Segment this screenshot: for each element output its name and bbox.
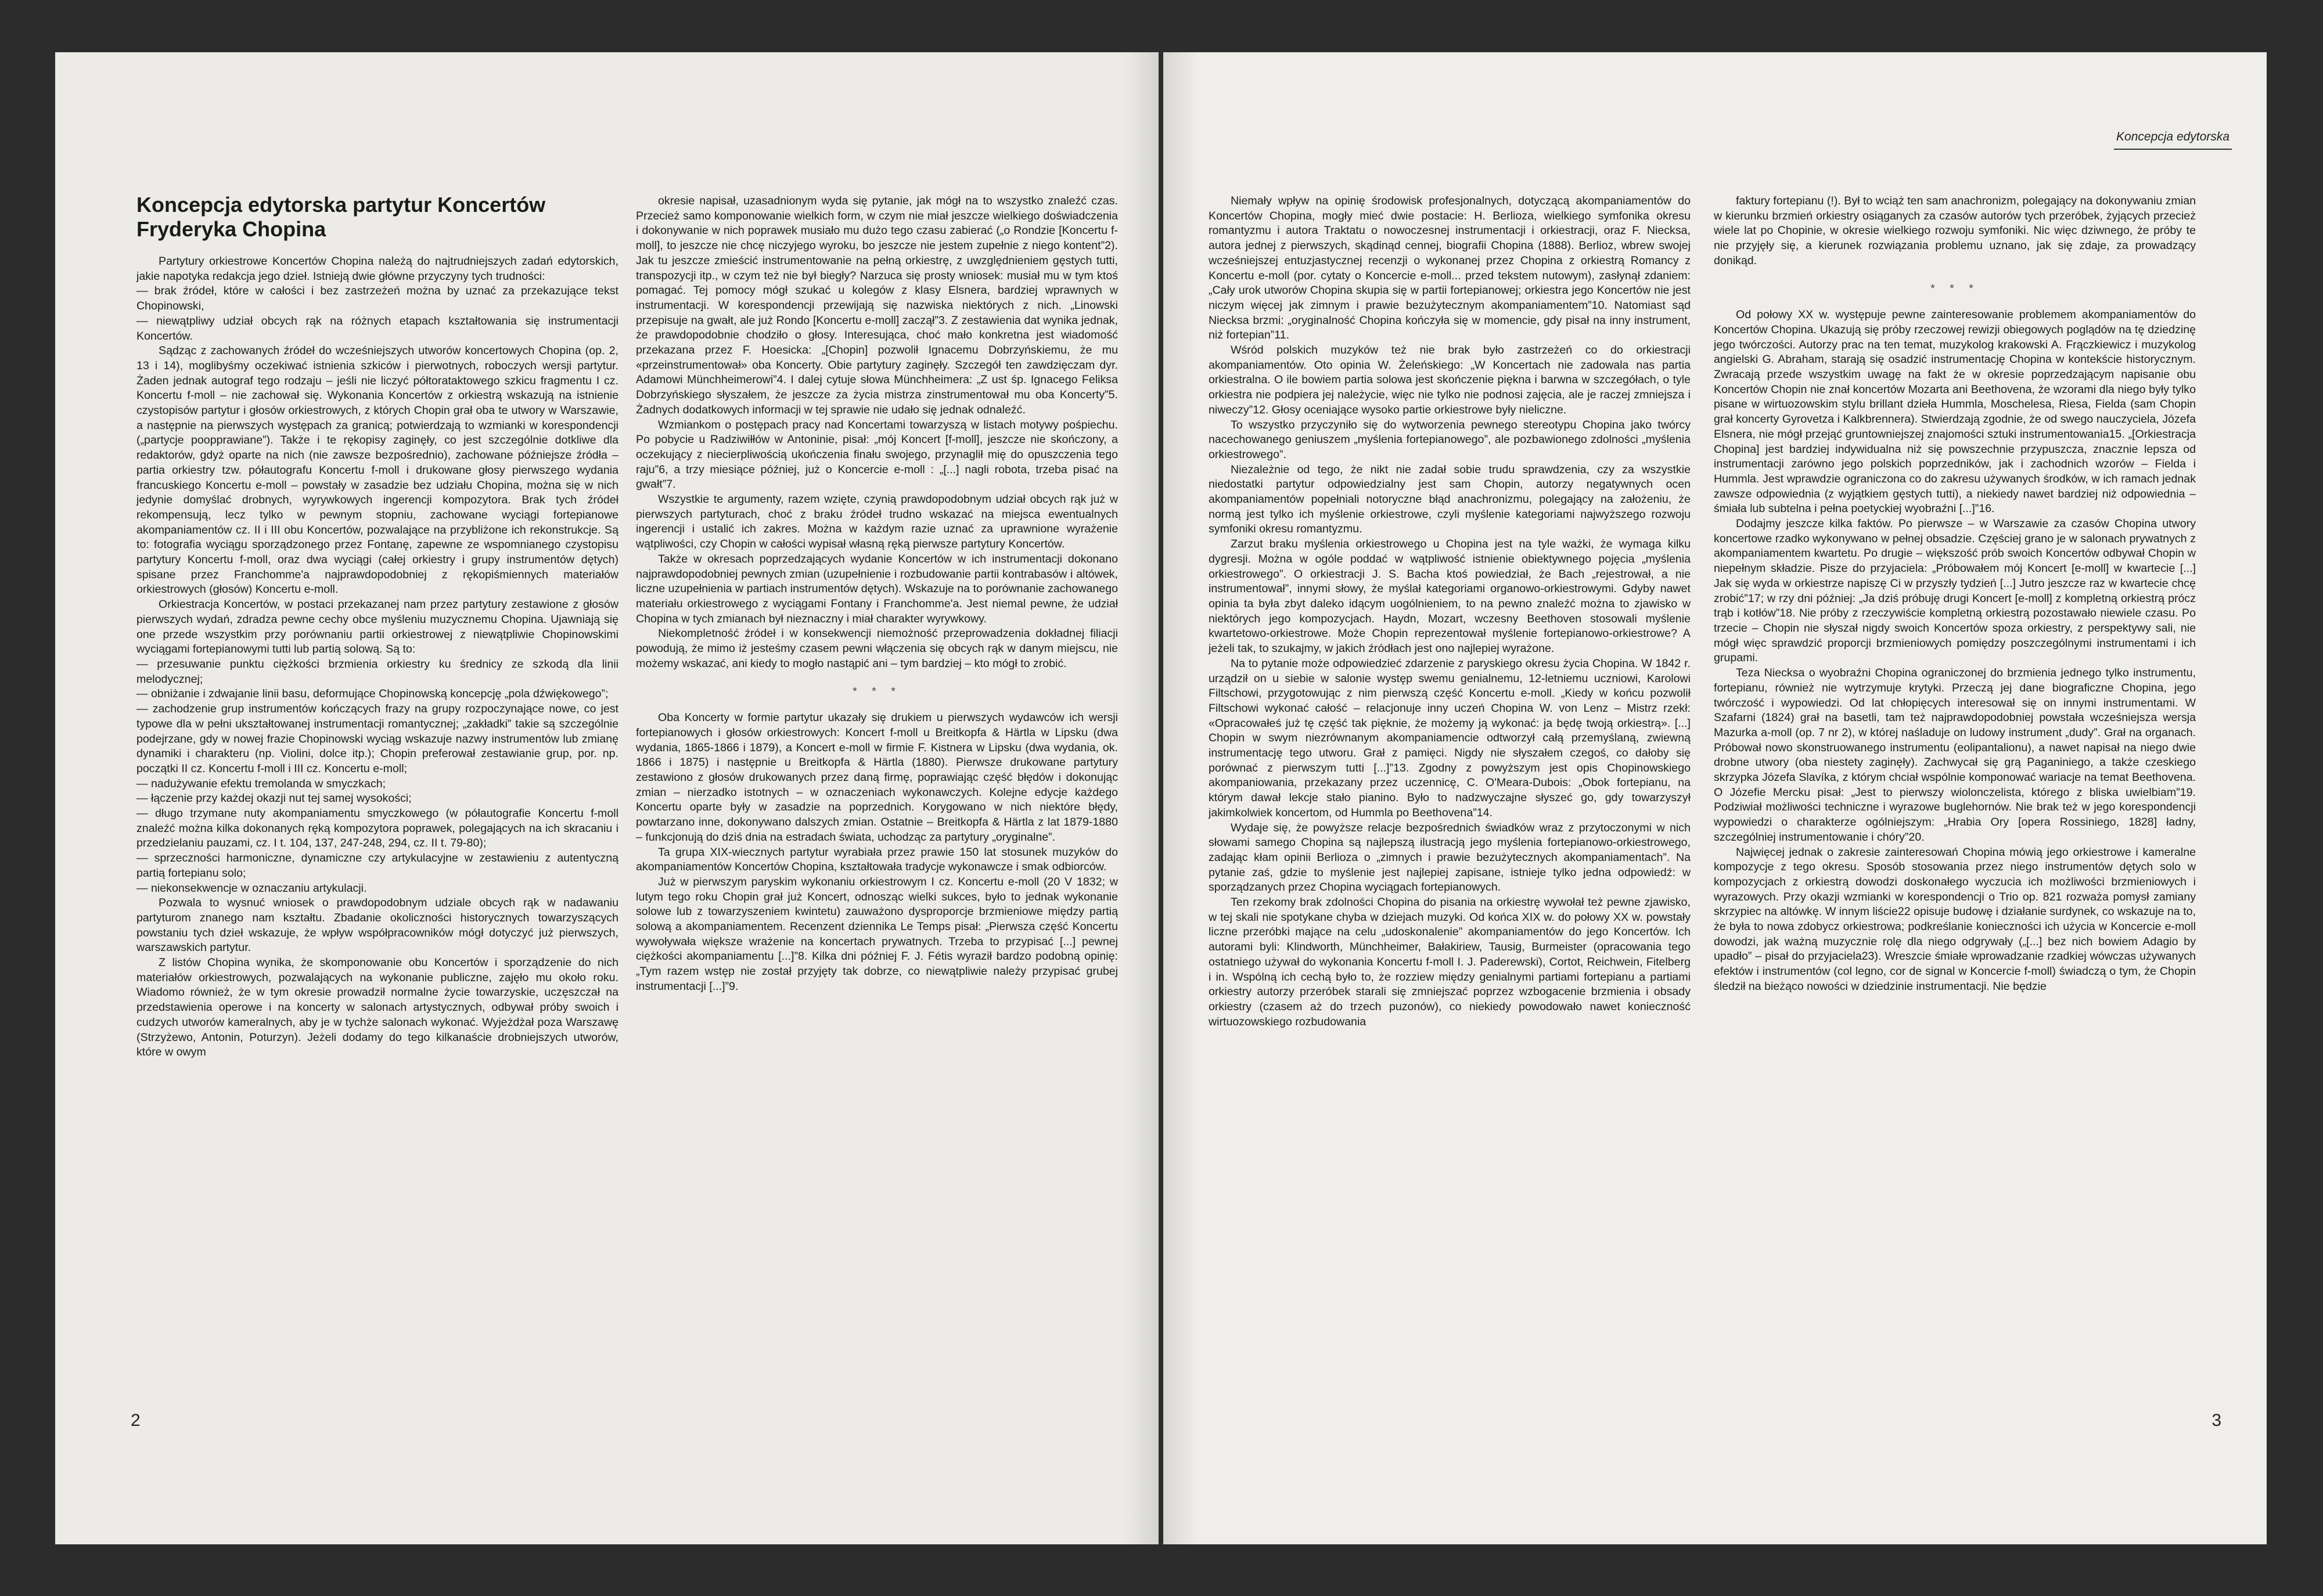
paragraph: okresie napisał, uzasadnionym wyda się pytanie, jak mógł na to wszystko znaleźć czas. Przecież samo komponowanie wielkich form, w czym nie miał jeszcze wielkiego doświadczenia i dokonywanie w nich poprawek musiało mu dużo tego czasu zabierać („o Rondzie [Koncertu f-moll], to jeszcze nie chcę niczyjego wyroku, bo jeszcze nie jestem zupełnie z niego kontent”2). Jak tu jeszcze zmieścić instrumentowanie na pełną orkiestrę, z uwzględnieniem gęstych tutti, transpozycji itp., w czym też nie był biegły? Narzuca się prosty wniosek: musiał mu w tym ktoś pomagać. Tej pomocy mógł szukać u kolegów z klasy Elsnera, bardziej wprawnych w instrumentacji. W korespondencji przewijają się nazwiska niektórych z nich. „Linowski przepisuje na gwałt, ale już Rondo [Koncertu e-moll] zaczął”3. Z zestawienia dat wynika jednak, że prawdopodobnie chodziło o głosy. Interesująca, choć mało konkretna jest wiadomość przekazana przez F. Hoesicka: „[Chopin] pozwolił Ignacemu Dobrzyńskiemu, że mu «przeinstrumentował» oba Koncerty. Obie partytury zaginęły. Szczegół ten zawdzięczam dyr. Adamowi Münchheimerowi”4. I dalej cytuje słowa Münchheimera: „Z ust śp. Ignacego Feliksa Dobrzyńskiego słyszałem, że jeszcze za życia mistrza zinstrumentował mu oba Koncerty”5. Żadnych dodatkowych informacji w tej sprawie nie udało się jednak odnaleźć. [636,194,1118,416]
paragraph: Sądząc z zachowanych źródeł do wcześniejszych utworów koncertowych Chopina (op. 2, 13 i 14), moglibyśmy oczekiwać istnienia szkiców i pierwotnych, roboczych wersji partytur. Żaden jednak autograf tego rodzaju – jeśli nie liczyć półtorataktowego szkicu fragmentu I cz. Koncertu f-moll – nie zachował się. Wykonania Koncertów z orkiestrą wskazują na istnienie czystopisów partytur i głosów orkiestrowych, z których Chopin grał oba te utwory w Warszawie, a następnie na pierwszych występach za granicą; potwierdzają to wzmianki w korespondencji („partycje poopprawiane”). Także i te rękopisy zaginęły, co jest szczególnie dotkliwe dla redaktorów, gdyż oparte na nich (nie zawsze bezpośrednio), zachowane późniejsze źródła – partia orkiestry tzw. półautografu Koncertu f-moll i drukowane głosy pierwszego wydania francuskiego Koncertu e-moll – powstały w zasadzie bez udziału Chopina, można się w nich jedynie domyślać drobnych, wyrywkowych ingerencji kompozytora. Brak tych źródeł rekompensują, lecz tylko w pewnym stopniu, zachowane wyciągi fortepianowe akompaniamentów cz. II i III obu Koncertów, pozwalające na przybliżone ich rekonstrukcje. Są to: fotografia wyciągu sporządzonego przez Fontanę, zapewne ze wspomnianego czystopisu partytury Koncertu f-moll, oraz dwa wyciągi (całej orkiestry i grupy instrumentów dętych) spisane przez Franchomme'a najprawdopodobniej z rękopiśmiennych materiałów orkiestrowych (głosów) Koncertu e-moll. [136,344,618,596]
paragraph: Niekompletność źródeł i w konsekwencji niemożność przeprowadzenia dokładnej filiacji powodują, że mimo iż jesteśmy czasem pewni włączenia się obcych rąk w danym miejscu, nie możemy wskazać, ani kiedy to mogło nastąpić ani – tym bardziej – kto mógł to zrobić. [636,627,1118,670]
paragraph: — brak źródeł, które w całości i bez zastrzeżeń można by uznać za przekazujące tekst Chopinowski, [136,284,618,313]
paragraph: Z listów Chopina wynika, że skomponowanie obu Koncertów i sporządzenie do nich materiałów orkiestrowych, pozwalających na wykonanie publiczne, zajęło mu około roku. Wiadomo również, że w tym okresie prowadził normalne życie towarzyskie, uczęszczał na przedstawienia operowe i na koncerty w salonach artystycznych, odbywał próby swoich i cudzych utworów kameralnych, aby je w tychże salonach wykonać. Wyjeżdżał poza Warszawę (Strzyżewo, Antonin, Poturzyn). Jeżeli dodamy do tego kilkanaście drobniejszych utworów, które w owym [136,956,618,1059]
paragraph: — długo trzymane nuty akompaniamentu smyczkowego (w półautografie Koncertu f-moll znaleźć można kilka dokonanych ręką kompozytora poprawek, polegających na ich skracaniu i przedzielaniu pauzami, cz. I t. 104, 137, 247-248, 294, cz. II t. 79-80); [136,807,618,850]
paragraph: Dodajmy jeszcze kilka faktów. Po pierwsze – w Warszawie za czasów Chopina utwory koncertowe rzadko wykonywano w pełnej obsadzie. Częściej grano je w salonach prywatnych z akompaniamentem kwartetu. Po drugie – większość prób swoich Koncertów odbywał Chopin w niepełnym składzie. Pisze do przyjaciela: „Próbowałem mój Koncert [e-moll] w kwartecie [...] Jak się wyda w orkiestrze napiszę Ci w przyszły tydzień [...] Jutro jeszcze raz w kwartecie chcę zrobić”17; w rzy dni później: „Ja dziś próbuję drugi Koncert [e-moll] z kompletną orkiestrą prócz trąb i kotłów”18. Nie próby z rzeczywiście kompletną orkiestrą pozostawało niewiele czasu. Po trzecie – Chopin nie słyszał nigdy swoich Koncertów spoza orkiestry, z perspektywy sali, nie mógł więc sprawdzić proporcji brzmieniowych pomiędzy poszczególnymi instrumentami i ich grupami. [1714,517,2196,665]
right-page [1163,52,2267,1544]
left-page [55,52,1159,1544]
paragraph: — przesuwanie punktu ciężkości brzmienia orkiestry ku średnicy ze szkodą dla linii melodycznej; [136,657,618,686]
paragraph: — niekonsekwencje w oznaczaniu artykulacji. [136,881,367,895]
paragraph: Wydaje się, że powyższe relacje bezpośrednich świadków wraz z przytoczonymi w nich słowami samego Chopina są najlepszą ilustracją jego myślenia fortepianowo-orkiestrowego, zadając kłam opinii Berlioza o „zimnych i prawie bezużytecznych akompaniamentach”. Na pytanie zaś, gdzie to myślenie jest najlepiej zapisane, istnieje tylko jedna odpowiedź: w sporządzanych przez Chopina wyciągach fortepianowych. [1209,821,1691,894]
paragraph: Ta grupa XIX-wiecznych partytur wyrabiała przez prawie 150 lat stosunek muzyków do akompaniamentów Koncertów Chopina, kształtowała tradycje wykonawcze i smak odbiorców. [636,845,1118,874]
paragraph: Niezależnie od tego, że nikt nie zadał sobie trudu sprawdzenia, czy za wszystkie niedostatki partytur odpowiedzialny jest sam Chopin, autorzy negatywnych ocen akompaniamentów popełniali notoryczne błąd anachronizmu, polegający na założeniu, że normą jest tylko ich myślenie orkiestrowe, czyli myślenie kategoriami najwyższego rozwoju symfoniki okresu romantyzmu. [1209,463,1691,536]
section-separator: * * * [853,684,901,698]
paragraph: — obniżanie i zdwajanie linii basu, deformujące Chopinowską koncepcję „pola dźwiękowego”; [136,687,609,701]
paragraph: To wszystko przyczyniło się do wytworzenia pewnego stereotypu Chopina jako twórcy nacechowanego geniuszem „myślenia fortepianowego”, ale pozbawionego zdolności „myślenia orkiestrowego”. [1209,418,1691,461]
left-page-column-2 [636,194,1118,995]
paragraph: Pozwala to wysnuć wniosek o prawdopodobnym udziale obcych rąk w nadawaniu partyturom znanego nam kształtu. Zbadanie okoliczności historycznych towarzyszących powstaniu tych dzieł wskazuje, że wpływ współpracowników mógł dotyczyć już pierwszych, warszawskich partytur. [136,896,618,954]
paragraph: Już w pierwszym paryskim wykonaniu orkiestrowym I cz. Koncertu e-moll (20 V 1832; w lutym tego roku Chopin grał już Koncert, odnosząc wielki sukces, było to jednak wykonanie solowe lub z towarzyszeniem kwintetu) zauważono dysproporcje brzmieniowe między partią solową a akompaniamentem. Recenzent dziennika Le Temps pisał: „Pierwsza część Koncertu wywoływała większe wrażenie na koncertach prywatnych. Trzeba to przypisać [...] pewnej ciężkości akompaniamentu [...]”8. Kilka dni później F. J. Fétis wyraził bardzo podobną opinię: „Tym razem wstęp nie został przyjęty tak dobrze, co niewątpliwie należy przypisać grubej instrumentacji [...]”9. [636,875,1118,993]
paragraph: Także w okresach poprzedzających wydanie Koncertów w ich instrumentacji dokonano najprawdopodobniej pewnych zmian (uzupełnienie i rozbudowanie partii kontrabasów i altówek, liczne uzupełnienia w partiach instrumentów dętych). Wskazuje na to porównanie zachowanego materiału orkiestrowego z wyciągami Fontany i Franchomme'a. Jest niemal pewne, że udział Chopina w tych zmianach był nieznaczny i miał charakter wyrywkowy. [636,552,1118,625]
left-page-column-1 [136,254,618,1060]
paragraph: — zachodzenie grup instrumentów kończących frazy na grupy rozpoczynające nowe, co jest typowe dla w pełni ukształtowanej instrumentacji romantycznej; „zakładki” takie są szczególnie podejrzane, gdy w nowej frazie Chopinowski wyciąg wskazuje nazwy instrumentów lub zmianę dynamiki i charakteru (np. Violini, dolce itp.); Chopin preferował zestawianie grup, por. np. początki II cz. Koncertu f-moll i III cz. Koncertu e-moll; [136,702,618,775]
paragraph: Niemały wpływ na opinię środowisk profesjonalnych, dotyczącą akompaniamentów do Koncertów Chopina, mogły mieć dwie postacie: H. Berlioza, wielkiego symfonika okresu romantyzmu i autora Traktatu o nowoczesnej instrumentacji i orkiestracji, oraz F. Niecksa, autora jednej z pierwszych, skądinąd cennej, biografii Chopina (1888). Berlioz, wbrew swojej wcześniejszej entuzjastycznej recenzji o wykonanej przez Chopina z orkiestrą Romancy z Koncertu e-moll (por. cytaty o Koncercie e-moll... przed tekstem nutowym), zasłynął zdaniem: „Cały urok utworów Chopina skupia się w partii fortepianowej; orkiestra jego Koncertów nie jest niczym więcej jak zimnym i prawie bezużytecznym akompaniamentem”10. Natomiast sąd Niecksa brzmi: „oryginalność Chopina kończyła się w momencie, gdy pisał na inny instrument, niż fortepian”11. [1209,194,1691,342]
paragraph: — sprzeczności harmoniczne, dynamiczne czy artykulacyjne w zestawieniu z autentyczną partią fortepianu solo; [136,852,618,880]
paragraph: Orkiestracja Koncertów, w postaci przekazanej nam przez partytury zestawione z głosów pierwszych wydań, zdradza pewne cechy obce myśleniu muzycznemu Chopina. Ujawniają się one przede wszystkim przy porównaniu partii orkiestrowej z niewątpliwie Chopinowskimi wyciągami fortepianowymi tutti lub partią solową. Są to: [136,598,618,656]
paragraph: — niewątpliwy udział obcych rąk na różnych etapach kształtowania się instrumentacji Koncertów. [136,314,618,343]
paragraph: Zarzut braku myślenia orkiestrowego u Chopina jest na tyle ważki, że wymaga kilku dygresji. Można w ogóle poddać w wątpliwość istnienie obiektywnego pojęcia „myślenia orkiestrowego”. O orkiestracji J. S. Bacha ktoś powiedział, że Bach „rejestrował, a nie instrumentował”, innymi słowy, że myślał kategoriami organowo-orkiestrowymi. Gdyby nawet opinia ta była zbyt daleko idącym uogólnieniem, to na pewno znaleźć można to zjawisko w niektórych jego kompozycjach. Haydn, Mozart, wczesny Beethoven stosowali myślenie kwartetowo-orkiestrowe. Może Chopin reprezentował myślenie fortepianowo-orkiestrowe? A jeżeli tak, to szukajmy, w jakich źródłach jest ono najlepiej wyrażone. [1209,538,1691,655]
paragraph: Partytury orkiestrowe Koncertów Chopina należą do najtrudniejszych zadań edytorskich, jakie napotyka redakcja jego dzieł. Istnieją dwie główne przyczyny tych trudności: [136,255,618,283]
gutter-shadow [1163,52,1198,1544]
right-page-column-1 [1209,194,1691,1029]
gutter-shadow [1124,52,1159,1544]
right-page-column-2 [1714,194,2196,995]
page-number-left: 2 [131,1411,141,1430]
paragraph: Wzmiankom o postępach pracy nad Koncertami towarzyszą w listach motywy pośpiechu. Po pobycie u Radziwiłłów w Antoninie, pisał: „mój Koncert [f-moll], jeszcze nie skończony, a oczekujący z niecierpliwością ukończenia finału swojego, przynaglił mię do opuszczenia tego raju”6, a trzy miesiące później, już o Koncercie e-moll : „[...] nagli robota, trzeba pisać na gwałt”7. [636,418,1118,491]
paragraph: Najwięcej jednak o zakresie zainteresowań Chopina mówią jego orkiestrowe i kameralne kompozycje z tego okresu. Sposób stosowania przez niego instrumentów dętych solo w kompozycjach z orkiestrą dowodzi doskonałego wyczucia ich możliwości brzmieniowych i wyrazowych. Przy okazji wzmianki w korespondencji o Trio op. 821 rozważa pomysł zamiany skrzypiec na altówkę. W innym liście22 opisuje budowę i działanie surdynek, co wskazuje na to, że była to nowa zdobycz orkiestrowa; podkreślanie konieczności ich użycia w Koncercie e-moll dowodzi, jak ważną muzycznie rolę dla niego odgrywały („[...] bez nich bowiem Adagio by upadło” – pisał do przyjaciela23). Wreszcie śmiałe wprowadzanie rzadkiej wówczas używanych efektów i instrumentów (col legno, cor de signal w Koncercie f-moll) świadczą o tym, że Chopin śledził na bieżąco nowości w dziedzinie instrumentacji. Nie będzie [1714,845,2196,993]
paragraph: Na to pytanie może odpowiedzieć zdarzenie z paryskiego okresu życia Chopina. W 1842 r. urządził on u siebie w salonie występ swemu genialnemu, 12-letniemu uczniowi, Karolowi Filtschowi, przygotowując z nim pierwszą część Koncertu e-moll. „Kiedy w końcu pozwolił Filtschowi wykonać całość – relacjonuje inny uczeń Chopina W. von Lenz – Mistrz rzekł: «Opracowałeś już tę część tak pięknie, że możemy ją wykonać: ja będę twoją orkiestrą». [...] Chopin w swym niezrównanym akompaniamencie odtworzył całą przemyślaną, zwiewną instrumentację tego utworu. Grał z pamięci. Nigdy nie słyszałem czegoś, co dałoby się porównać z pierwszym tutti [...]”13. Zgodny z powyższym jest opis Chopinowskiego akompaniowania, przekazany przez uczennicę, C. O'Meara-Dubois: „Obok fortepianu, na którym dawał lekcje stało pianino. Było to nadzwyczajne słyszeć go, gdy towarzyszył jakimkolwiek koncertom, od Hummla po Beethovena”14. [1209,657,1691,819]
page-number-right: 3 [2211,1411,2221,1430]
paragraph: Oba Koncerty w formie partytur ukazały się drukiem u pierwszych wydawców ich wersji fortepianowych i głosów orkiestrowych: Koncert f-moll u Breitkopfa & Härtla w Lipsku (dwa wydania, 1865-1866 i 1879), a Koncert e-moll w firmie F. Kistnera w Lipsku (dwa wydania, ok. 1866 i 1875) i następnie u Breitkopfa & Härtla (1880). Pierwsze drukowane partytury zestawiono z głosów drukowanych przez daną firmę, poprawiając część błędów i dokonując zmian – nierzadko istotnych – w oznaczeniach wykonawczych. Kolejne edycje każdego Koncertu oparte były w zasadzie na poprzednich. Korygowano w nich niektóre błędy, powtarzano inne, dokonywano dalszych zmian. Ostatnie – Breitkopfa & Härtla z lat 1879-1880 – funkcjonują do dziś dnia na estradach świata, uchodząc za partytury „oryginalne”. [636,711,1118,844]
paragraph: Teza Niecksa o wyobraźni Chopina ograniczonej do brzmienia jednego tylko instrumentu, fortepianu, również nie wytrzymuje krytyki. Przeczą jej dane biograficzne Chopina, jego twórczość i wypowiedzi. Od lat chłopięcych interesował się on innymi instrumentami. W Szafarni (1824) grał na basetli, tam też najprawdopodobniej powstała wcześniejsza wersja Mazurka a-moll (op. 7 nr 2), w której naśladuje on ludowy instrument „dudy”. Grał na organach. Próbował nowo skonstruowanego instrumentu (eolipantalionu), a nawet napisał na niego dwie drobne utwory (oba niestety zaginęły). Zachwycał się grą Paganiniego, a także czeskiego skrzypka Józefa Slavíka, z którym chciał wspólnie komponować wariacje na temat Beethovena. O Józefie Mercku pisał: „Jest to pierwszy wiolonczelista, którego z bliska uwielbiam”19. Podziwiał możliwości techniczne i wyrazowe buglehornów. Nie brak też w jego korespondencji wypowiedzi o charakterze ogólniejszym: „Hrabia Ory [opera Rossiniego, 1828] ładny, szczególniej instrumentowanie i chóry”20. [1714,666,2196,844]
running-head: Koncepcja edytorska [2114,130,2232,150]
paragraph: faktury fortepianu (!). Był to wciąż ten sam anachronizm, polegający na dokonywaniu zmian w kierunku brzmień orkiestry osiąganych za czasów autorów tych przeróbek, żyjących przecież wiele lat po Chopinie, w okresie wielkiego rozwoju symfoniki. Nic więc dziwnego, że próby te nie przyjęły się, a kierunek rozwiązania problemu uznano, jak się zdaje, za prowadzący donikąd. [1714,194,2196,267]
paragraph: Ten rzekomy brak zdolności Chopina do pisania na orkiestrę wywołał też pewne zjawisko, w tej skali nie spotykane chyba w dziejach muzyki. Od końca XIX w. do połowy XX w. powstały liczne przeróbki mające na celu „udoskonalenie” akompaniamentów do jego Koncertów. Ich autorami byli: Klindworth, Münchheimer, Bałakiriew, Tausig, Burmeister (opracowania tego ostatniego używał do wykonania Koncertu f-moll I. J. Paderewski), Cortot, Reichwein, Fitelberg i in. Wspólną ich cechą było to, że rozziew między genialnymi partiami fortepianu a partiami orkiestry autorzy przeróbek starali się zmniejszać poprzez wzbogacenie brzmienia i obsady orkiestry (czasem aż do trzech puzonów), co niekiedy powodowało nawet konieczność wirtuozowskiego rozbudowania [1209,896,1691,1028]
article-title: Koncepcja edytorska partytur Koncertów Fryderyka Chopina [136,193,546,241]
section-separator: * * * [1930,282,1979,295]
paragraph: Wśród polskich muzyków też nie brak było zastrzeżeń co do orkiestracji akompaniamentów. Oto opinia W. Żeleńskiego: „W Koncertach nie zadowala nas partia orkiestralna. O ile bowiem partia solowa jest skończenie piękna i barwna w szczegółach, o tyle orkiestra nie podpiera jej należycie, więc nie tylko nie podnosi zajęcia, ale je raczej zmniejsza i niweczy”12. Głosy oceniające wysoko partie orkiestrowe były nieliczne. [1209,344,1691,416]
paragraph: Od połowy XX w. występuje pewne zainteresowanie problemem akompaniamentów do Koncertów Chopina. Ukazują się próby rzeczowej rewizji obiegowych poglądów na tę dziedzinę jego twórczości. Autorzy prac na ten temat, muzykolog krakowski A. Frączkiewicz i muzykolog angielski G. Abraham, starają się osadzić instrumentację Chopina w kontekście historycznym. Zwracają przede wszystkim uwagę na fakt że w okresie poprzedzającym napisanie obu Koncertów Chopin nie znał koncertów Mozarta ani Beethovena, że wzorami dla niego były tylko pisane w wirtuozowskim stylu brillant dzieła Hummla, Moschelesa, Riesa, Fielda (sam Chopin grał koncerty Gyrovetza i Kalkbrennera). Stwierdzają zgodnie, że od swego nauczyciela, Józefa Elsnera, nie mógł przejąć gruntowniejszej znajomości sztuki instrumentowania15. „[Orkiestracja Chopina] jest bardziej indywidualna niż się powszechnie przypuszcza, znacznie lepsza od instrumentacji zarówno jego polskich poprzedników, jak i zachodnich wzorów – Fielda i Hummla. Jest wprawdzie ograniczona co do zakresu używanych środków, w ich ramach jednak zawsze odpowiednia (z wyjątkiem gęstych tutti), a niekiedy nawet bardziej niż odpowiednia – śmiała lub subtelna i pełna poetyckiej wyobraźni [...]”16. [1714,308,2196,516]
paragraph: Wszystkie te argumenty, razem wzięte, czynią prawdopodobnym udział obcych rąk już w pierwszych partyturach, choć z braku źródeł trudno wskazać na miejsca ewentualnych ingerencji i ustalić ich zakres. Można w każdym razie uznać za uprawnione wyrażenie wątpliwości, czy Chopin w całości wypisał własną ręką pierwsze partytury Koncertów. [636,493,1118,551]
paragraph: — nadużywanie efektu tremolanda w smyczkach; [136,777,386,790]
paragraph: — łączenie przy każdej okazji nut tej samej wysokości; [136,792,412,805]
